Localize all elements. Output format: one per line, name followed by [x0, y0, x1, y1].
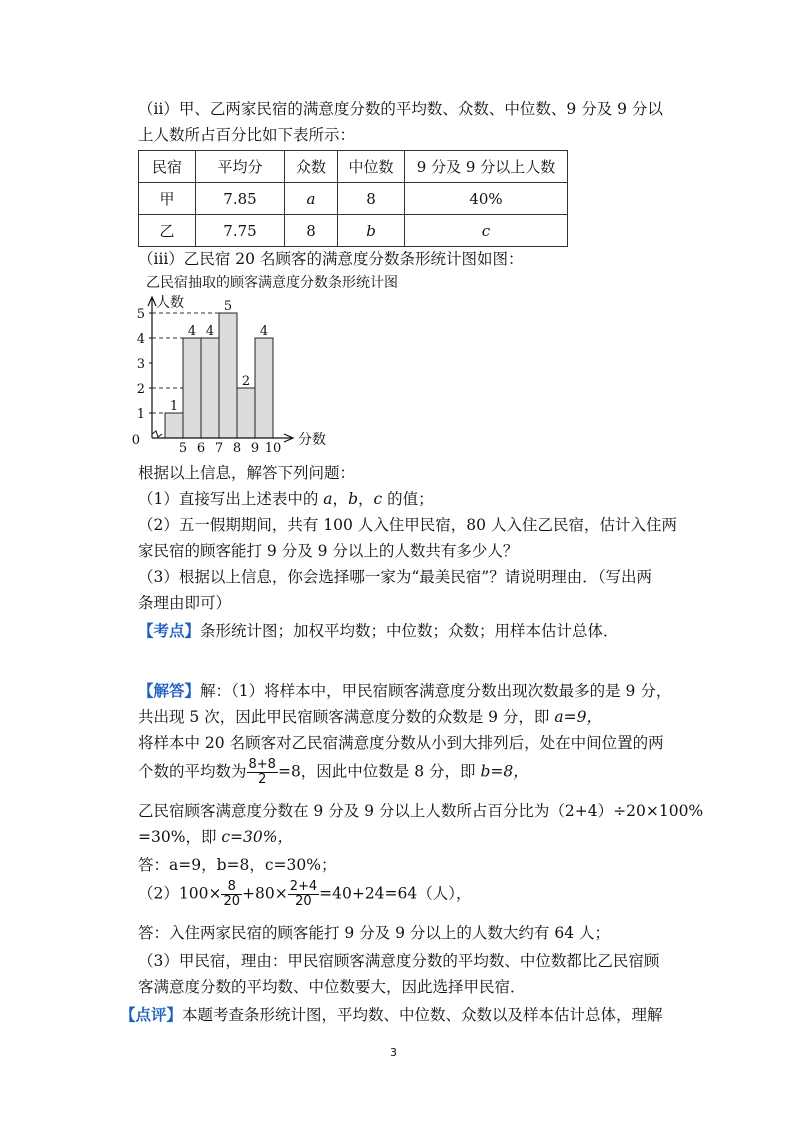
intro-line-2: 上人数所占百分比如下表所示： [138, 126, 356, 144]
table-cell: 甲 [139, 183, 196, 215]
fraction: $\frac{8}{20}$ [223, 879, 240, 909]
answer-label: 【解答】 [138, 681, 201, 700]
table-header-cell: 9 分及 9 分以上人数 [405, 151, 568, 183]
question-2-line-1: （2）五一假期期间，共有 100 人入住甲民宿，80 人入住乙民宿，估计入住两 [138, 516, 677, 534]
table-header-cell: 中位数 [338, 151, 405, 183]
answer-line-3: 将样本中 20 名顾客对乙民宿满意度分数从小到大排列后，处在中间位置的两 [138, 734, 664, 752]
bar-chart [130, 268, 470, 458]
kaodian-label: 【考点】 [138, 621, 201, 640]
table-cell: 40% [405, 183, 568, 215]
kaodian: 【考点】条形统计图；加权平均数；中位数；众数；用样本估计总体． [138, 621, 619, 640]
x-tick-label: 5 [178, 441, 188, 456]
answer-line-6: =30%，即 c=30%， [138, 828, 293, 846]
chart-title: 乙民宿抽取的顾客满意度分数条形统计图 [146, 275, 398, 291]
question-1: （1）直接写出上述表中的 a，b，c 的值； [138, 490, 434, 508]
y-tick-label: 1 [136, 407, 145, 422]
table-cell: c [405, 215, 568, 247]
question-2-line-2: 家民宿的顾客能打 9 分及 9 分以上的人数共有多少人？ [138, 542, 519, 560]
x-tick-label: 6 [196, 441, 206, 456]
table-header-cell: 平均分 [196, 151, 285, 183]
fraction: $\frac{2+4}{20}$ [289, 879, 318, 909]
fraction: $\frac{8+8}{2}$ [248, 757, 276, 787]
y-tick-label: 4 [136, 332, 145, 347]
table-cell: 7.85 [196, 183, 285, 215]
x-tick-label: 10 [264, 441, 282, 456]
answer-line-5: 乙民宿顾客满意度分数在 9 分及 9 分以上人数所占百分比为（2+4）÷20×100% [138, 802, 704, 820]
page-number: 3 [390, 1046, 397, 1059]
origin-label: 0 [131, 433, 140, 448]
y-tick-label: 3 [136, 357, 145, 372]
var-b: b [348, 490, 358, 508]
table-cell: 乙 [139, 215, 196, 247]
axis-break-mark [152, 431, 162, 437]
answer-line-8: （2）100× $\frac{8}{20}$ +80× $\frac{2+4}{20}$ =40+24=64（人）， [138, 879, 472, 909]
x-tick-label: 9 [250, 441, 260, 456]
answer-line-4: 个数的平均数为 $\frac{8+8}{2}$ =8，因此中位数是 8 分，即 b=8， [138, 757, 529, 787]
chart-intro: （ⅲ）乙民宿 20 名顾客的满意度分数条形统计图如图： [138, 250, 524, 268]
table-cell: 7.75 [196, 215, 285, 247]
dianping: 【点评】本题考查条形统计图，平均数、中位数、众数以及样本估计总体，理解 [120, 1005, 663, 1024]
y-tick-label: 2 [136, 382, 145, 397]
dianping-label: 【点评】 [120, 1005, 183, 1024]
answer-line-10: （3）甲民宿，理由：甲民宿顾客满意度分数的平均数、中位数都比乙民宿顾 [138, 952, 660, 970]
bar-8 [219, 313, 237, 438]
x-tick-label: 7 [214, 441, 224, 456]
table-cell: 8 [338, 183, 405, 215]
answer-line-1: 【解答】解：（1）将样本中，甲民宿顾客满意度分数出现次数最多的是 9 分， [138, 681, 672, 700]
table-cell: 8 [285, 215, 338, 247]
table-header-row [139, 151, 568, 183]
table-header-cell: 众数 [285, 151, 338, 183]
data-label: 5 [223, 299, 233, 314]
stats-table [138, 150, 568, 247]
bar-7 [201, 338, 219, 438]
table-row [139, 215, 568, 247]
data-label: 2 [241, 374, 251, 389]
table-header-cell: 民宿 [139, 151, 196, 183]
bar-6 [183, 338, 201, 438]
question-3-line-1: （3）根据以上信息，你会选择哪一家为“最美民宿”？请说明理由．（写出两 [138, 568, 652, 586]
bar-5 [165, 413, 183, 438]
var-c: c [373, 490, 383, 508]
data-label: 4 [205, 324, 215, 339]
table-cell: a [285, 183, 338, 215]
intro-line-1: （ⅱ）甲、乙两家民宿的满意度分数的平均数、众数、中位数、9 分及 9 分以 [138, 100, 663, 118]
answer-line-9: 答：入住两家民宿的顾客能打 9 分及 9 分以上的人数大约有 64 人； [138, 924, 611, 942]
var-a: a [323, 490, 333, 508]
bar-10 [255, 338, 273, 438]
question-3-line-2: 条理由即可） [138, 594, 232, 612]
x-axis-label: 分数 [298, 432, 326, 448]
answer-line-11: 客满意度分数的平均数、中位数要大，因此选择甲民宿． [138, 978, 526, 996]
bar-9 [237, 388, 255, 438]
questions-lead: 根据以上信息，解答下列问题： [138, 464, 356, 482]
data-label: 4 [259, 324, 269, 339]
answer-line-2: 共出现 5 次，因此甲民宿顾客满意度分数的众数是 9 分，即 a=9， [138, 708, 602, 726]
table-row [139, 183, 568, 215]
x-tick-label: 8 [232, 441, 242, 456]
data-label: 1 [169, 399, 179, 414]
answer-line-7: 答：a=9，b=8，c=30%； [138, 856, 337, 874]
table-cell: b [338, 215, 405, 247]
data-label: 4 [187, 324, 197, 339]
y-tick-label: 5 [136, 307, 145, 322]
y-axis-label: 人数 [156, 295, 184, 311]
